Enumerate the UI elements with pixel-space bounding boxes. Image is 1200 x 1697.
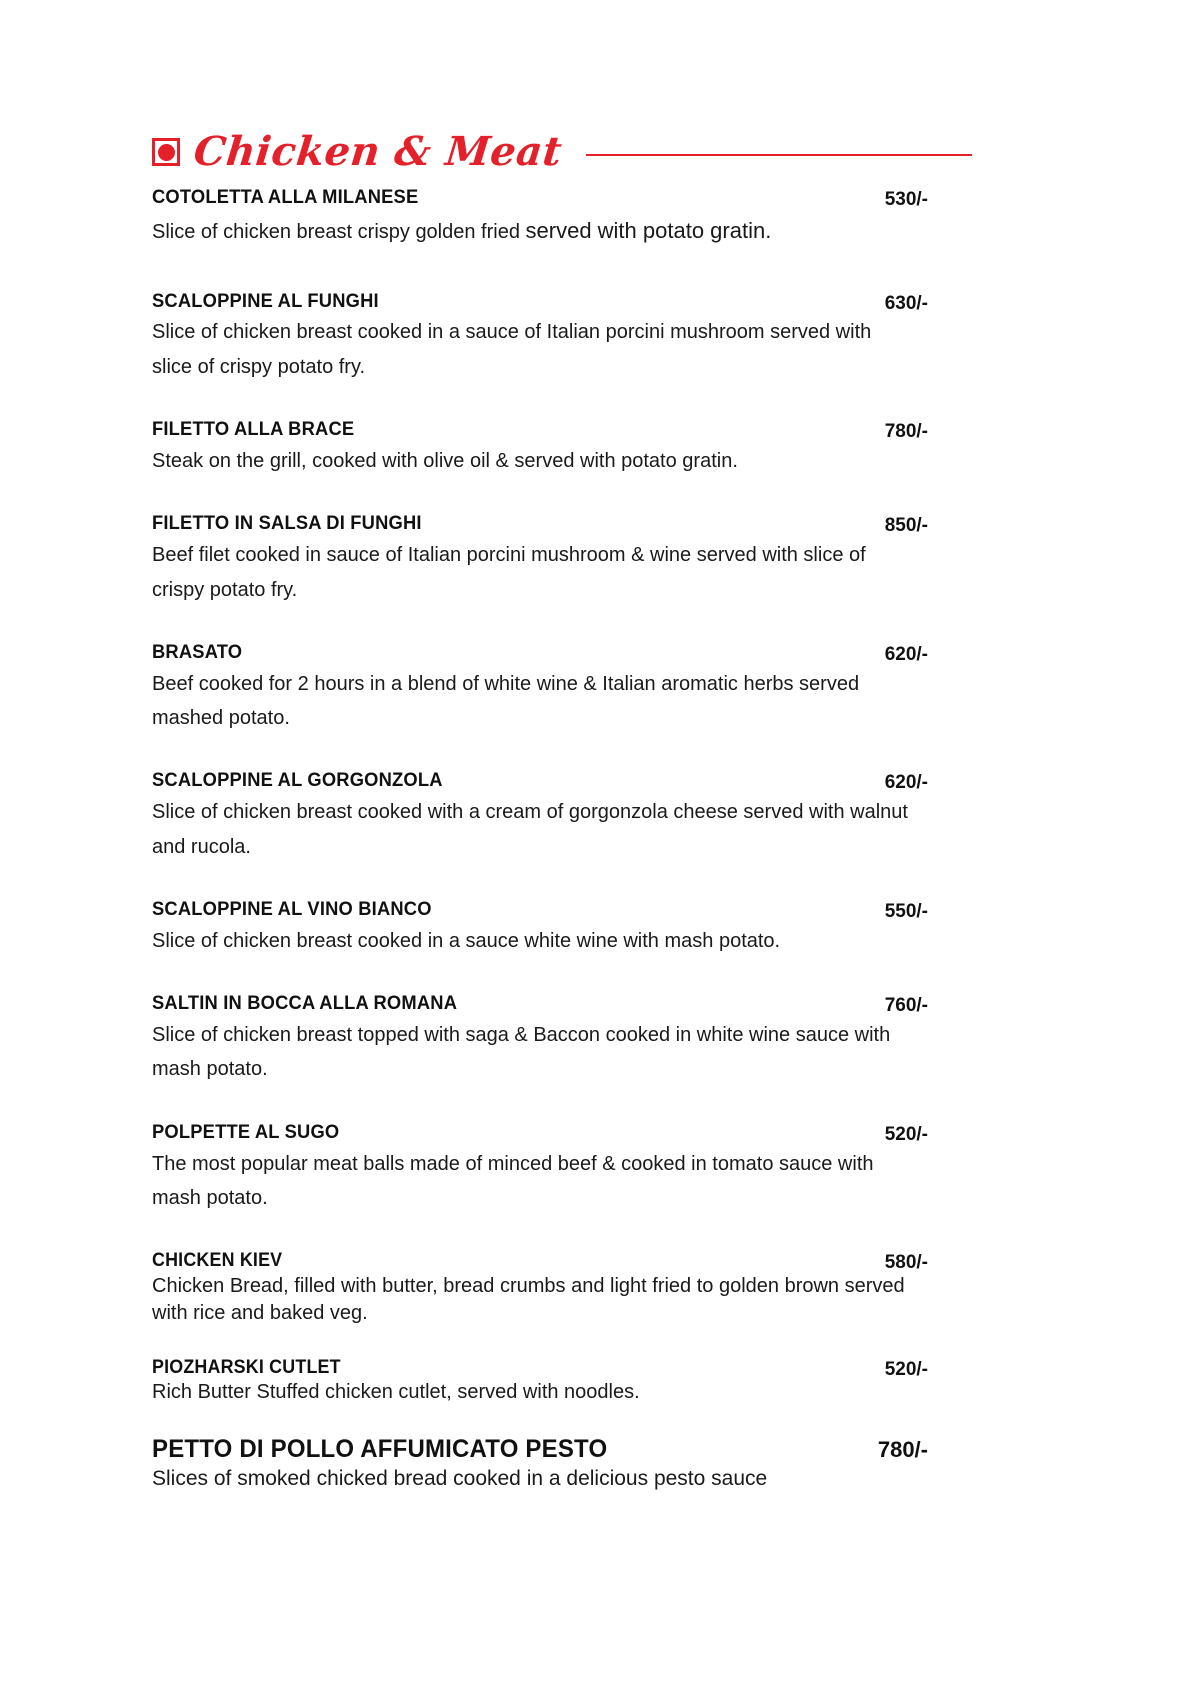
menu-item-head — [152, 898, 928, 922]
menu-item-description: Slice of chicken breast topped with saga & Baccon cooked in white wine sauce with mash potato. — [152, 1023, 891, 1081]
menu-item-head — [152, 1249, 928, 1272]
menu-item-description-text: Slice of chicken breast crispy golden fried — [152, 220, 526, 243]
menu-item — [152, 186, 928, 250]
menu-item-description: Beef filet cooked in sauce of Italian porcini mushroom & wine served with slice of crispy potato fry. — [152, 544, 866, 601]
menu-item — [152, 1249, 928, 1327]
menu-item-head — [152, 769, 928, 793]
menu-item-description: Rich Butter Stuffed chicken cutlet, served with noodles. — [152, 1380, 640, 1403]
menu-item-name: CHICKEN KIEV — [152, 1250, 283, 1272]
menu-item — [152, 1434, 928, 1493]
menu-item-price: 780/- — [877, 1437, 928, 1463]
menu-item-head — [152, 1121, 928, 1145]
menu-item-name: PIOZHARSKI CUTLET — [152, 1356, 341, 1378]
menu-item-price: 620/- — [884, 643, 928, 665]
menu-item-name: BRASATO — [152, 640, 243, 663]
menu-item-name: SCALOPPINE AL VINO BIANCO — [152, 898, 432, 921]
non-veg-square-icon — [152, 138, 180, 166]
menu-item-description-tail: served with potato gratin. — [525, 217, 772, 243]
menu-item-name: SALTIN IN BOCCA ALLA ROMANA — [152, 992, 458, 1015]
menu-item-head — [152, 641, 928, 665]
menu-item-name: POLPETTE AL SUGO — [152, 1120, 340, 1143]
section-header — [152, 126, 972, 178]
menu-list — [152, 186, 928, 1494]
menu-item-description: Steak on the grill, cooked with olive oil & served with potato gratin. — [152, 449, 738, 472]
menu-item-price: 630/- — [884, 292, 928, 314]
menu-item-head — [152, 992, 928, 1016]
menu-item-name: SCALOPPINE AL FUNGHI — [152, 289, 379, 312]
menu-item — [152, 1121, 928, 1216]
menu-item — [152, 418, 928, 478]
menu-item-description: Slices of smoked chicked bread cooked in a delicious pesto sauce — [152, 1466, 768, 1490]
menu-item-name: COTOLETTA ALLA MILANESE — [152, 186, 419, 208]
menu-item — [152, 512, 928, 607]
menu-item-description: Beef cooked for 2 hours in a blend of white wine & Italian aromatic herbs served mashed potato. — [152, 672, 860, 730]
menu-item — [152, 992, 928, 1087]
menu-item-description: Slice of chicken breast cooked in a sauce of Italian porcini mushroom served with slice of crispy potato fry. — [152, 321, 872, 378]
menu-item-head — [152, 1434, 928, 1465]
menu-item-name: PETTO DI POLLO AFFUMICATO PESTO — [152, 1435, 608, 1464]
section-title: Chicken & Meat — [191, 128, 565, 175]
menu-item — [152, 769, 928, 864]
menu-item-head — [152, 186, 928, 210]
menu-item-price: 760/- — [884, 995, 928, 1017]
menu-item-name: FILETTO IN SALSA DI FUNGHI — [152, 512, 422, 535]
menu-item — [152, 290, 928, 385]
menu-item — [152, 641, 928, 736]
menu-item-description — [152, 212, 912, 250]
menu-item-price: 530/- — [884, 189, 928, 210]
menu-item-price: 550/- — [884, 901, 928, 923]
menu-item-price: 780/- — [884, 421, 928, 443]
menu-item-description: The most popular meat balls made of minced beef & cooked in tomato sauce with mash potato. — [152, 1152, 874, 1209]
menu-item-head — [152, 418, 928, 442]
menu-item-description: Chicken Bread, filled with butter, bread crumbs and light fried to golden brown served with rice and baked veg. — [152, 1274, 905, 1325]
menu-item-description: Slice of chicken breast cooked in a sauce white wine with mash potato. — [152, 929, 781, 952]
menu-item — [152, 898, 928, 958]
menu-item — [152, 1356, 928, 1407]
menu-item-price: 620/- — [884, 772, 928, 794]
header-divider — [586, 154, 972, 156]
menu-item-name: FILETTO ALLA BRACE — [152, 418, 355, 441]
menu-item-price: 850/- — [884, 515, 928, 537]
menu-item-head — [152, 290, 928, 314]
menu-item-head — [152, 1356, 928, 1379]
menu-item-description: Slice of chicken breast cooked with a cream of gorgonzola cheese served with walnut and rucola. — [152, 801, 908, 858]
menu-item-price: 520/- — [884, 1123, 928, 1145]
non-veg-dot-icon — [158, 144, 175, 161]
menu-item-price: 520/- — [884, 1358, 928, 1380]
menu-item-head — [152, 512, 928, 536]
menu-item-price: 580/- — [884, 1252, 928, 1274]
menu-item-name: SCALOPPINE AL GORGONZOLA — [152, 769, 443, 792]
